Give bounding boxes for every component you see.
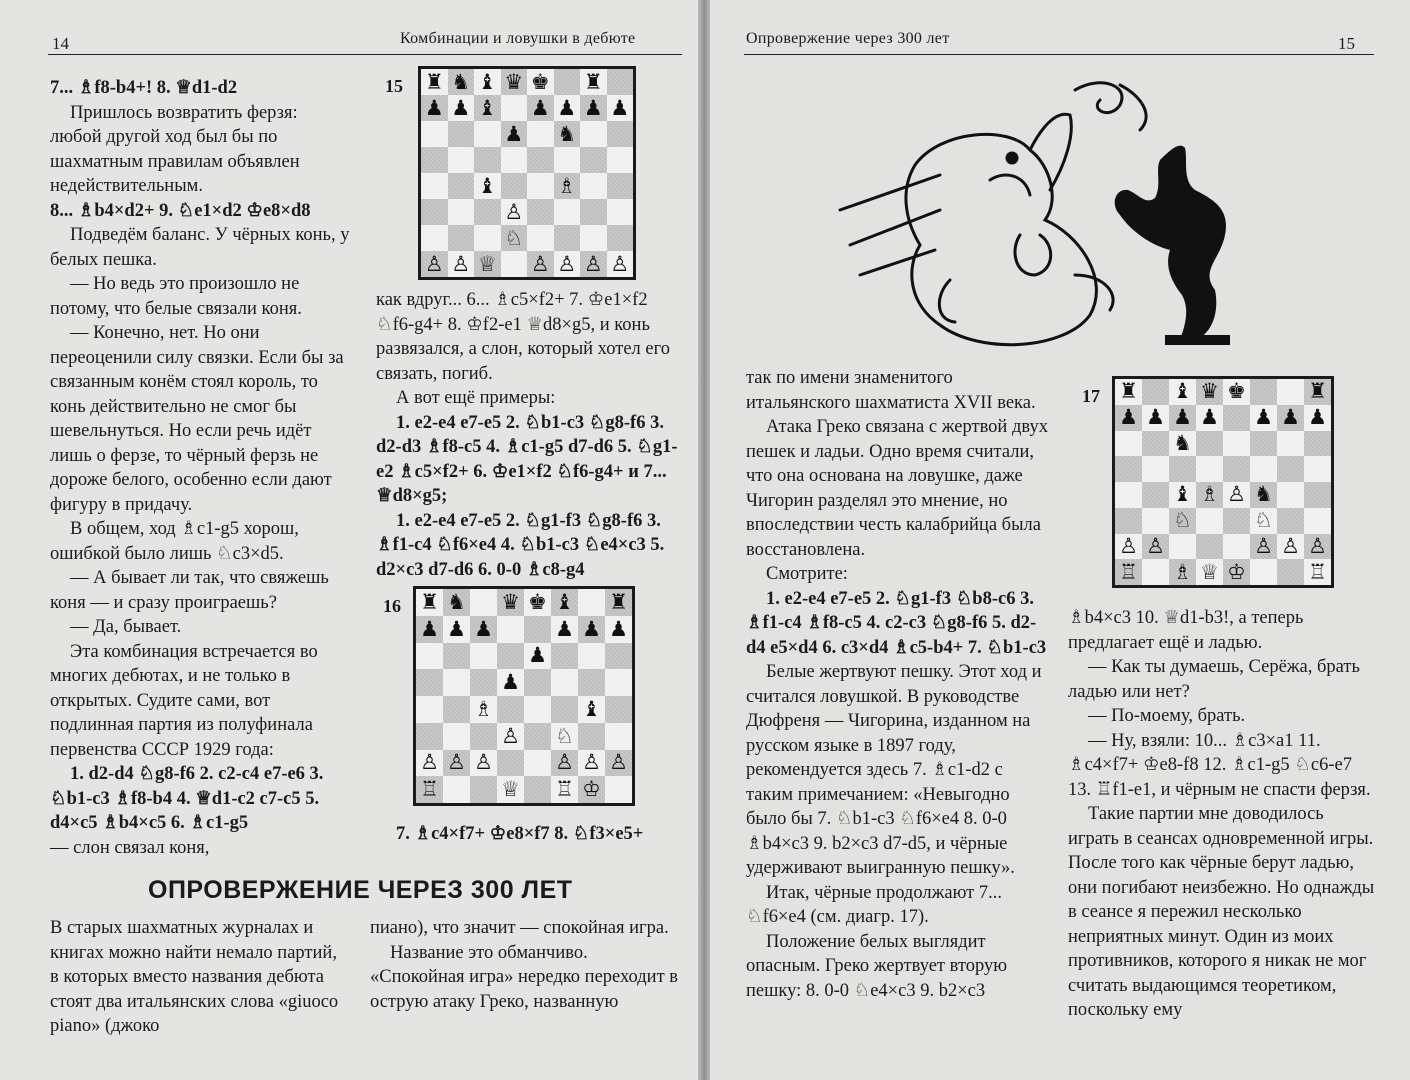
paragraph: 7... ♗f8-b4+! 8. ♕d1-d2: [50, 78, 238, 98]
board-square: [578, 723, 605, 750]
board-square: [527, 199, 554, 225]
paragraph: — Конечно, нет. Но они переоценили силу связки. Если бы за связанным конём стоял король, то конь действительно не смог бы шевельнуться. Но если речь идёт лишь о ферзе, то чёрный ферзь не дороже белого, особенно если дают фигуру в придачу.: [50, 323, 344, 515]
paragraph: В общем, ход ♗c1-g5 хорош, ошибкой было лишь ♘c3×d5.: [50, 519, 299, 564]
board-square: ♖: [1304, 559, 1331, 585]
right-running-title: Опровержение через 300 лет: [746, 30, 950, 47]
board-square: [554, 225, 581, 251]
board-square: ♟: [554, 95, 581, 121]
board-square: [554, 199, 581, 225]
board-square: [551, 669, 578, 696]
board-square: [1223, 405, 1250, 431]
board-square: [1223, 431, 1250, 457]
board-square: ♜: [605, 589, 632, 616]
board-square: [1277, 456, 1304, 482]
board-square: ♘: [551, 723, 578, 750]
board-square: [580, 225, 607, 251]
right-column-1: [746, 366, 1048, 1003]
board-square: [443, 696, 470, 723]
board-square: [501, 95, 528, 121]
board-square: ♖: [551, 776, 578, 803]
board-square: [1115, 508, 1142, 534]
board-square: [1277, 482, 1304, 508]
board-square: ♝: [578, 696, 605, 723]
board-square: [1115, 456, 1142, 482]
paragraph: — Да, бывает.: [70, 617, 182, 637]
board-square: [474, 121, 501, 147]
diagram-15-label: 15: [385, 76, 403, 96]
board-square: [524, 776, 551, 803]
board-square: ♞: [448, 69, 475, 95]
board-square: [1169, 456, 1196, 482]
board-square: ♗: [470, 696, 497, 723]
board-square: [448, 225, 475, 251]
board-square: [474, 225, 501, 251]
board-square: [527, 121, 554, 147]
board-square: [501, 251, 528, 277]
diagram-17-label: 17: [1082, 386, 1100, 406]
board-square: [580, 199, 607, 225]
board-square: ♖: [1115, 559, 1142, 585]
chess-diagram-16: [413, 586, 635, 806]
board-square: [470, 776, 497, 803]
board-square: [497, 750, 524, 777]
paragraph: 8... ♗b4×d2+ 9. ♘e1×d2 ♔e8×d8: [50, 200, 311, 221]
paragraph: Смотрите:: [766, 564, 848, 584]
board-square: ♞: [1250, 482, 1277, 508]
board-square: ♟: [421, 95, 448, 121]
board-square: [470, 669, 497, 696]
board-square: ♙: [580, 251, 607, 277]
paragraph: так по имени знаменитого итальянского шахматиста XVII века.: [746, 368, 1036, 413]
paragraph: Белые жертвуют пешку. Этот ход и считался ловушкой. В руководстве Дюфреня — Чигорина, изданном на русском языке в 1897 году, рекомендуется здесь 7. ♗c1-d2 с таким примечанием: «Невыгодно было бы 7. ♘b1-c3 ♘f6×e4 8. 0-0 ♗b4×c3 9. b2×c3 d7-d5, и чёрные удерживают выигранную пешку».: [746, 662, 1042, 878]
board-square: ♙: [497, 723, 524, 750]
right-column-2: [1068, 606, 1376, 1023]
paragraph: 1. e2-e4 e7-e5 2. ♘g1-f3 ♘g8-f6 3. ♗f1-c4 ♘f6×e4 4. ♘b1-c3 ♘e4×c3 5. d2×c3 d7-d6 6. 0-0 ♗c8-g4: [376, 510, 665, 580]
board-square: [607, 173, 634, 199]
board-square: [1304, 431, 1331, 457]
board-square: [578, 589, 605, 616]
paragraph: Подведём баланс. У чёрных конь, у белых пешка.: [50, 225, 350, 270]
section-text-col2: пиано), что значит — спокойная игра. Название это обманчиво. «Спокойная игра» нередко переходит в острую атаку Греко, названную: [370, 918, 679, 1012]
board-square: [1277, 379, 1304, 405]
board-square: ♝: [1169, 482, 1196, 508]
board-square: [421, 173, 448, 199]
board-square: [1196, 456, 1223, 482]
board-square: ♟: [580, 95, 607, 121]
board-square: [497, 643, 524, 670]
board-square: ♙: [1250, 534, 1277, 560]
board-square: [421, 199, 448, 225]
board-square: [474, 147, 501, 173]
board-square: [527, 147, 554, 173]
board-square: ♝: [1169, 379, 1196, 405]
board-square: [497, 696, 524, 723]
after-diagram-16: 7. ♗c4×f7+ ♔e8×f7 8. ♘f3×e5+: [396, 824, 644, 844]
board-square: [578, 643, 605, 670]
board-square: [551, 643, 578, 670]
board-square: ♙: [501, 199, 528, 225]
board-square: ♟: [578, 616, 605, 643]
board-square: [1115, 482, 1142, 508]
paragraph: — слон связал коня,: [50, 837, 210, 858]
board-square: ♞: [443, 589, 470, 616]
board-square: ♚: [524, 589, 551, 616]
paragraph: 1. e2-e4 e7-e5 2. ♘g1-f3 ♘b8-c6 3. ♗f1-c4 ♗f8-c5 4. c2-c3 ♘g8-f6 5. d2-d4 e5×d4 6. c3×d4 ♗c5-b4+ 7. ♘b1-c3: [746, 588, 1047, 658]
board-square: [607, 121, 634, 147]
board-square: ♚: [527, 69, 554, 95]
board-square: [416, 723, 443, 750]
paragraph: Пришлось возвратить ферзя: любой другой ход был бы по шахматным правилам объявлен недействительным.: [50, 102, 300, 196]
board-square: ♛: [1196, 379, 1223, 405]
board-square: ♜: [1115, 379, 1142, 405]
paragraph: — Ну, взяли: 10... ♗c3×a1 11. ♗c4×f7+ ♔e8-f8 12. ♗c1-g5 ♘c6-e7 13. ♖f1-e1, и чёрным не спасти ферзя.: [1068, 730, 1371, 800]
board-square: [524, 616, 551, 643]
board-square: [580, 173, 607, 199]
elephant-knight-illustration: [820, 70, 1280, 360]
board-square: [1250, 559, 1277, 585]
board-square: ♟: [1304, 405, 1331, 431]
board-square: [527, 225, 554, 251]
paragraph: 1. e2-e4 e7-e5 2. ♘b1-c3 ♘g8-f6 3. d2-d3 ♗f8-c5 4. ♗c1-g5 d7-d6 5. ♘g1-e2 ♗c5×f2+ 6. ♔e1×f2 ♘f6-g4+ и 7... ♕d8×g5;: [376, 412, 678, 506]
board-square: ♙: [1223, 482, 1250, 508]
board-square: ♝: [474, 173, 501, 199]
paragraph: — А бывает ли так, что свяжешь коня — и сразу проиграешь?: [50, 568, 329, 613]
board-square: [474, 199, 501, 225]
board-square: [1196, 431, 1223, 457]
left-page-number: 14: [52, 34, 69, 53]
board-square: [1277, 508, 1304, 534]
section-text-col1: В старых шахматных журналах и книгах можно найти немало партий, в которых вместо названия дебюта стоят два итальянских слова «giuoco piano» (джоко: [50, 918, 339, 1036]
board-square: [1142, 431, 1169, 457]
board-square: [421, 225, 448, 251]
board-square: [578, 669, 605, 696]
board-square: ♘: [501, 225, 528, 251]
board-square: [605, 669, 632, 696]
board-square: ♝: [474, 95, 501, 121]
paragraph: А вот ещё примеры:: [396, 388, 556, 408]
board-square: ♘: [1250, 508, 1277, 534]
board-square: ♙: [554, 251, 581, 277]
board-square: ♚: [1223, 379, 1250, 405]
board-square: ♜: [421, 69, 448, 95]
paragraph: 1. d2-d4 ♘g8-f6 2. c2-c4 e7-e6 3. ♘b1-c3 ♗f8-b4 4. ♕d1-c2 c7-c5 5. d4×c5 ♗b4×c5 6. ♗c1-g5: [50, 764, 324, 833]
board-square: [1142, 379, 1169, 405]
board-square: [1223, 534, 1250, 560]
board-square: [443, 723, 470, 750]
board-square: ♟: [551, 616, 578, 643]
board-square: [605, 776, 632, 803]
board-square: ♙: [578, 750, 605, 777]
board-square: [1250, 379, 1277, 405]
board-square: [1142, 482, 1169, 508]
board-square: [1196, 534, 1223, 560]
board-square: ♔: [578, 776, 605, 803]
board-square: ♙: [1277, 534, 1304, 560]
board-square: ♟: [416, 616, 443, 643]
board-square: [580, 121, 607, 147]
board-square: ♜: [580, 69, 607, 95]
board-square: [527, 173, 554, 199]
board-square: [501, 173, 528, 199]
paragraph: Положение белых выглядит опасным. Греко жертвует вторую пешку: 8. 0-0 ♘e4×c3 9. b2×c3: [746, 931, 1008, 1001]
board-square: [1142, 456, 1169, 482]
board-square: ♝: [551, 589, 578, 616]
board-square: [524, 750, 551, 777]
board-square: ♞: [554, 121, 581, 147]
board-square: ♙: [421, 251, 448, 277]
board-square: ♙: [1142, 534, 1169, 560]
left-page: [0, 0, 700, 1080]
board-square: ♗: [1169, 559, 1196, 585]
board-square: ♟: [524, 643, 551, 670]
board-square: [1250, 431, 1277, 457]
board-square: [605, 723, 632, 750]
board-square: ♙: [470, 750, 497, 777]
board-square: ♘: [1169, 508, 1196, 534]
board-square: ♙: [443, 750, 470, 777]
board-square: ♙: [1304, 534, 1331, 560]
paragraph: Такие партии мне доводилось играть в сеансах одновременной игры. После того как чёрные берут ладью, они погибают неизбежно. Но однажды в сеансе я пережил несколько неприятных минут. Один из моих противников, которого я никак не мог считать выдающимся теоретиком, поскольку ему: [1068, 804, 1375, 1020]
board-square: [607, 225, 634, 251]
chess-diagram-15: [418, 66, 636, 280]
board-square: ♔: [1223, 559, 1250, 585]
board-square: [448, 121, 475, 147]
board-square: ♜: [416, 589, 443, 616]
board-square: [1277, 559, 1304, 585]
board-square: [421, 121, 448, 147]
paragraph: Эта комбинация встречается во многих дебютах, и не только в открытых. Судите сами, вот подлинная партия из полуфинала первенства СССР 1929 года:: [50, 641, 318, 760]
board-square: ♟: [470, 616, 497, 643]
board-square: ♟: [501, 121, 528, 147]
board-square: [470, 723, 497, 750]
paragraph: Атака Греко связана с жертвой двух пешек и ладьи. Одно время считали, что она основана на ловушке, даже Чигорин разделял это мнение, но впоследствии честь калабрийца была восстановлена.: [746, 417, 1048, 560]
board-square: ♟: [1250, 405, 1277, 431]
board-square: [1223, 456, 1250, 482]
board-square: ♟: [1196, 405, 1223, 431]
board-square: [416, 643, 443, 670]
board-square: ♙: [448, 251, 475, 277]
board-square: ♟: [1142, 405, 1169, 431]
board-square: [607, 199, 634, 225]
paragraph: — Как ты думаешь, Серёжа, брать ладью или нет?: [1068, 657, 1360, 702]
board-square: ♟: [448, 95, 475, 121]
board-square: [416, 669, 443, 696]
board-square: [605, 696, 632, 723]
board-square: [443, 669, 470, 696]
board-square: ♕: [497, 776, 524, 803]
right-page-number: 15: [1338, 34, 1355, 53]
board-square: [443, 776, 470, 803]
board-square: ♙: [607, 251, 634, 277]
board-square: ♖: [416, 776, 443, 803]
board-square: [607, 69, 634, 95]
section-title: ОПРОВЕРЖЕНИЕ ЧЕРЕЗ 300 ЛЕТ: [148, 876, 573, 904]
board-square: [448, 147, 475, 173]
board-square: [501, 147, 528, 173]
board-square: [416, 696, 443, 723]
board-square: ♗: [554, 173, 581, 199]
board-square: [448, 173, 475, 199]
board-square: ♟: [607, 95, 634, 121]
board-square: [1115, 431, 1142, 457]
paragraph: Итак, чёрные продолжают 7... ♘f6×e4 (см. диагр. 17).: [746, 882, 1002, 927]
board-square: [580, 147, 607, 173]
board-square: ♙: [605, 750, 632, 777]
board-square: [1169, 534, 1196, 560]
board-square: ♞: [1169, 431, 1196, 457]
right-page: [710, 0, 1410, 1080]
board-square: ♟: [1277, 405, 1304, 431]
board-square: ♛: [501, 69, 528, 95]
paragraph: ♗b4×c3 10. ♕d1-b3!, а теперь предлагает ещё и ладью.: [1068, 608, 1304, 653]
board-square: ♟: [497, 669, 524, 696]
left-running-title: Комбинации и ловушки в дебюте: [400, 30, 636, 47]
board-square: ♟: [527, 95, 554, 121]
board-square: [1304, 508, 1331, 534]
board-square: [448, 199, 475, 225]
board-square: [497, 616, 524, 643]
paragraph: как вдруг... 6... ♗c5×f2+ 7. ♔e1×f2 ♘f6-g4+ 8. ♔f2-e1 ♕d8×g5, и конь развязался, а слон, который хотел его связать, погиб.: [376, 290, 670, 384]
board-square: [421, 147, 448, 173]
board-square: [470, 589, 497, 616]
board-square: [1196, 508, 1223, 534]
board-square: ♙: [551, 750, 578, 777]
board-square: [1277, 431, 1304, 457]
board-square: ♜: [1304, 379, 1331, 405]
board-square: [524, 723, 551, 750]
board-square: [1142, 559, 1169, 585]
board-square: ♝: [474, 69, 501, 95]
left-header-rule: [48, 54, 682, 55]
paragraph: — По-моему, брать.: [1088, 706, 1246, 726]
diagram-16-label: 16: [383, 596, 401, 616]
board-square: [554, 147, 581, 173]
board-square: [470, 643, 497, 670]
right-header-rule: [744, 54, 1374, 55]
board-square: [605, 643, 632, 670]
chess-diagram-17: [1112, 376, 1334, 588]
board-square: [443, 643, 470, 670]
board-square: ♟: [1115, 405, 1142, 431]
board-square: [524, 669, 551, 696]
board-square: [551, 696, 578, 723]
board-square: ♙: [416, 750, 443, 777]
board-square: [1304, 482, 1331, 508]
board-square: ♛: [497, 589, 524, 616]
board-square: ♕: [474, 251, 501, 277]
board-square: [1223, 508, 1250, 534]
board-square: ♟: [443, 616, 470, 643]
board-square: [1304, 456, 1331, 482]
board-square: [554, 69, 581, 95]
board-square: ♟: [605, 616, 632, 643]
board-square: [1142, 508, 1169, 534]
board-square: ♙: [527, 251, 554, 277]
board-square: ♙: [1115, 534, 1142, 560]
left-column-2: [376, 288, 682, 582]
board-square: [524, 696, 551, 723]
board-square: [1250, 456, 1277, 482]
left-column-1: [50, 76, 352, 860]
board-square: ♟: [1169, 405, 1196, 431]
board-square: ♗: [1196, 482, 1223, 508]
board-square: ♕: [1196, 559, 1223, 585]
board-square: [607, 147, 634, 173]
paragraph: — Но ведь это произошло не потому, что белые связали коня.: [50, 274, 302, 319]
